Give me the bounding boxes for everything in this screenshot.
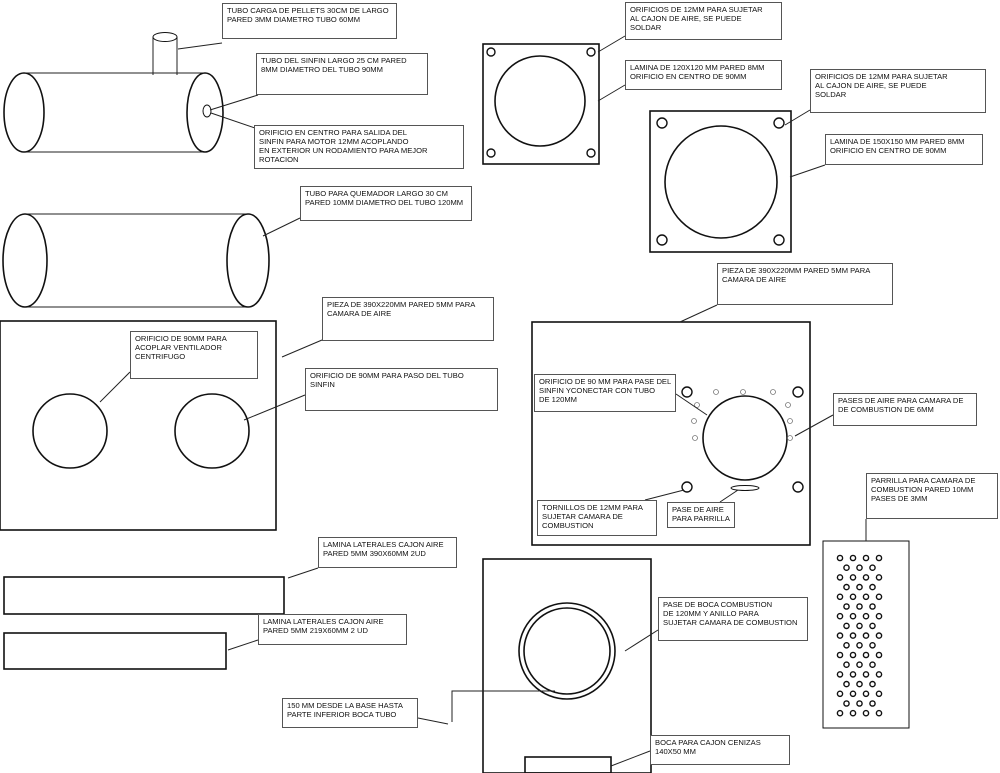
grate-hole — [837, 614, 842, 619]
grate-hole — [857, 623, 862, 628]
note-line: PASES DE AIRE PARA CAMARA DE — [838, 396, 964, 405]
grate-hole — [863, 594, 868, 599]
grate-hole — [876, 555, 881, 560]
note-line: PARTE INFERIOR BOCA TUBO — [287, 710, 397, 719]
note-plate-150 — [825, 134, 983, 165]
note-burner-tube — [300, 186, 472, 221]
grate-hole — [876, 652, 881, 657]
note-line: SINFIN PARA MOTOR 12MM ACOPLANDO — [259, 137, 409, 146]
note-line: TORNILLOS DE 12MM PARA — [542, 503, 643, 512]
grate-hole — [863, 672, 868, 677]
note-line: SUJETAR CAMARA DE COMBUSTION — [663, 618, 798, 627]
note-side-lamina-219 — [258, 614, 407, 645]
grate-hole — [837, 711, 842, 716]
note-air-passes — [833, 393, 977, 426]
note-air-chamber-left — [322, 297, 494, 341]
note-line: PARRILLA PARA CAMARA DE — [871, 476, 976, 485]
note-line: ACOPLAR VENTILADOR — [135, 343, 222, 352]
note-line: PARED 3MM DIAMETRO TUBO 60MM — [227, 15, 361, 24]
note-line: SUJETAR CAMARA DE — [542, 512, 623, 521]
note-line: DE 120MM Y ANILLO PARA — [663, 609, 759, 618]
grate-hole — [844, 585, 849, 590]
grate-hole — [844, 701, 849, 706]
grate-hole — [876, 711, 881, 716]
note-line: BOCA PARA CAJON CENIZAS — [655, 738, 761, 747]
note-line: PIEZA DE 390X220MM PARED 5MM PARA — [722, 266, 871, 275]
grate-hole — [850, 691, 855, 696]
note-line: ORIFICIO EN CENTRO PARA SALIDA DEL — [259, 128, 407, 137]
grate-hole — [876, 614, 881, 619]
grate-hole — [844, 623, 849, 628]
note-line: ROTACION — [259, 155, 299, 164]
note-line: ORIFICIO DE 90MM PARA PASO DEL TUBO — [310, 371, 464, 380]
grate-hole — [857, 565, 862, 570]
grate-hole — [857, 604, 862, 609]
note-line: LAMINA DE 150X150 MM PARED 8MM — [830, 137, 965, 146]
grate-hole — [876, 594, 881, 599]
grate-hole — [844, 604, 849, 609]
grate-hole — [850, 711, 855, 716]
grate-hole — [863, 555, 868, 560]
note-line: LAMINA LATERALES CAJON AIRE — [263, 617, 384, 626]
note-line: COMBUSTION — [542, 521, 594, 530]
grate-hole — [870, 604, 875, 609]
grate-hole — [844, 662, 849, 667]
grate-hole — [837, 633, 842, 638]
grate-hole — [870, 701, 875, 706]
note-line: CAMARA DE AIRE — [722, 275, 787, 284]
note-line: DE COMBUSTION DE 6MM — [838, 405, 934, 414]
note-line: CAMARA DE AIRE — [327, 309, 392, 318]
grate-hole — [870, 682, 875, 687]
grate-hole — [863, 633, 868, 638]
note-line: DE 120MM — [539, 395, 577, 404]
side-lamina-390 — [4, 577, 284, 614]
note-screws — [537, 500, 657, 536]
grate-hole — [850, 614, 855, 619]
note-line: COMBUSTION PARED 10MM — [871, 485, 974, 494]
note-pellet-tube — [222, 3, 397, 39]
grate — [823, 541, 909, 728]
grate-hole — [857, 643, 862, 648]
grate-hole — [850, 652, 855, 657]
grate-hole — [863, 652, 868, 657]
note-line: PIEZA DE 390X220MM PARED 5MM PARA — [327, 300, 476, 309]
note-line: 140X50 MM — [655, 747, 696, 756]
note-line: 150 MM DESDE LA BASE HASTA — [287, 701, 403, 710]
grate-hole — [870, 623, 875, 628]
note-line: ORIFICIOS DE 12MM PARA SUJETAR — [815, 72, 948, 81]
grate-hole — [837, 691, 842, 696]
note-line: ORIFICIOS DE 12MM PARA SUJETAR — [630, 5, 763, 14]
note-center-hole-motor — [254, 125, 464, 169]
grate-hole — [857, 682, 862, 687]
note-line: CENTRIFUGO — [135, 352, 186, 361]
grate-hole — [876, 691, 881, 696]
note-line: ORIFICIO EN CENTRO DE 90MM — [630, 72, 747, 81]
grate-hole — [850, 555, 855, 560]
grate-hole — [844, 682, 849, 687]
grate-hole — [850, 633, 855, 638]
grate-hole — [837, 555, 842, 560]
note-line: PASE DE BOCA COMBUSTION — [663, 600, 773, 609]
note-line: PARED 5MM 390X60MM 2UD — [323, 549, 426, 558]
grate-hole — [844, 643, 849, 648]
note-grate — [866, 473, 998, 519]
grate-hole — [837, 594, 842, 599]
grate-hole — [870, 565, 875, 570]
note-side-lamina-390 — [318, 537, 457, 568]
note-line: TUBO DEL SINFIN LARGO 25 CM PARED — [261, 56, 407, 65]
grate-hole — [857, 701, 862, 706]
note-line: PARA PARRILLA — [672, 514, 730, 523]
grate-hole — [857, 662, 862, 667]
note-line: PASES DE 3MM — [871, 494, 928, 503]
note-combustion-mouth — [658, 597, 808, 641]
note-line: PASE DE AIRE — [672, 505, 724, 514]
grate-hole — [850, 575, 855, 580]
note-line: LAMINA DE 120X120 MM PARED 8MM — [630, 63, 765, 72]
grate-hole — [837, 672, 842, 677]
grate-hole — [837, 575, 842, 580]
note-line: PARED 10MM DIAMETRO DEL TUBO 120MM — [305, 198, 464, 207]
note-air-chamber-right — [717, 263, 893, 305]
grate-hole — [863, 614, 868, 619]
grate-hole — [876, 672, 881, 677]
note-line: PARED 5MM 219X60MM 2 UD — [263, 626, 368, 635]
grate-hole — [863, 575, 868, 580]
note-ash-box — [650, 735, 790, 765]
note-mouth-height — [282, 698, 418, 728]
note-line: 8MM DIAMETRO DEL TUBO 90MM — [261, 65, 383, 74]
grate-hole — [863, 711, 868, 716]
note-line: ORIFICIO EN CENTRO DE 90MM — [830, 146, 947, 155]
note-holes-150-plate — [810, 69, 986, 113]
note-plate-120 — [625, 60, 782, 90]
grate-hole — [876, 633, 881, 638]
note-line: SOLDAR — [815, 90, 847, 99]
note-line: EN EXTERIOR UN RODAMIENTO PARA MEJOR — [259, 146, 428, 155]
side-lamina-219 — [4, 633, 226, 669]
note-line: TUBO PARA QUEMADOR LARGO 30 CM — [305, 189, 448, 198]
grate-hole — [870, 662, 875, 667]
note-fan-hole — [130, 331, 258, 379]
grate-hole — [863, 691, 868, 696]
note-auger-pass-hole — [534, 374, 676, 412]
grate-hole — [850, 672, 855, 677]
note-line: ORIFICIO DE 90 MM PARA PASE DEL — [539, 377, 672, 386]
note-line: AL CAJON DE AIRE, SE PUEDE — [815, 81, 927, 90]
grate-hole — [857, 585, 862, 590]
note-auger-hole — [305, 368, 498, 411]
grate-hole — [844, 565, 849, 570]
combustion-front-plate — [483, 559, 651, 773]
note-grate-air — [667, 502, 735, 528]
grate-hole — [870, 643, 875, 648]
grate-hole — [870, 585, 875, 590]
note-line: SOLDAR — [630, 23, 662, 32]
note-line: LAMINA LATERALES CAJON AIRE — [323, 540, 444, 549]
burner-tube — [3, 214, 269, 307]
note-line: AL CAJON DE AIRE, SE PUEDE — [630, 14, 742, 23]
note-line: SINFIN — [310, 380, 335, 389]
note-auger-tube — [256, 53, 428, 95]
grate-hole — [850, 594, 855, 599]
note-line: ORIFICIO DE 90MM PARA — [135, 334, 227, 343]
note-line: SINFIN YCONECTAR CON TUBO — [539, 386, 656, 395]
grate-hole — [876, 575, 881, 580]
note-holes-120-plate — [625, 2, 782, 40]
grate-hole — [837, 652, 842, 657]
auger-tube-assembly — [4, 33, 223, 153]
plate-150x150 — [650, 111, 791, 252]
note-line: TUBO CARGA DE PELLETS 30CM DE LARGO — [227, 6, 389, 15]
plate-120x120 — [483, 44, 599, 164]
